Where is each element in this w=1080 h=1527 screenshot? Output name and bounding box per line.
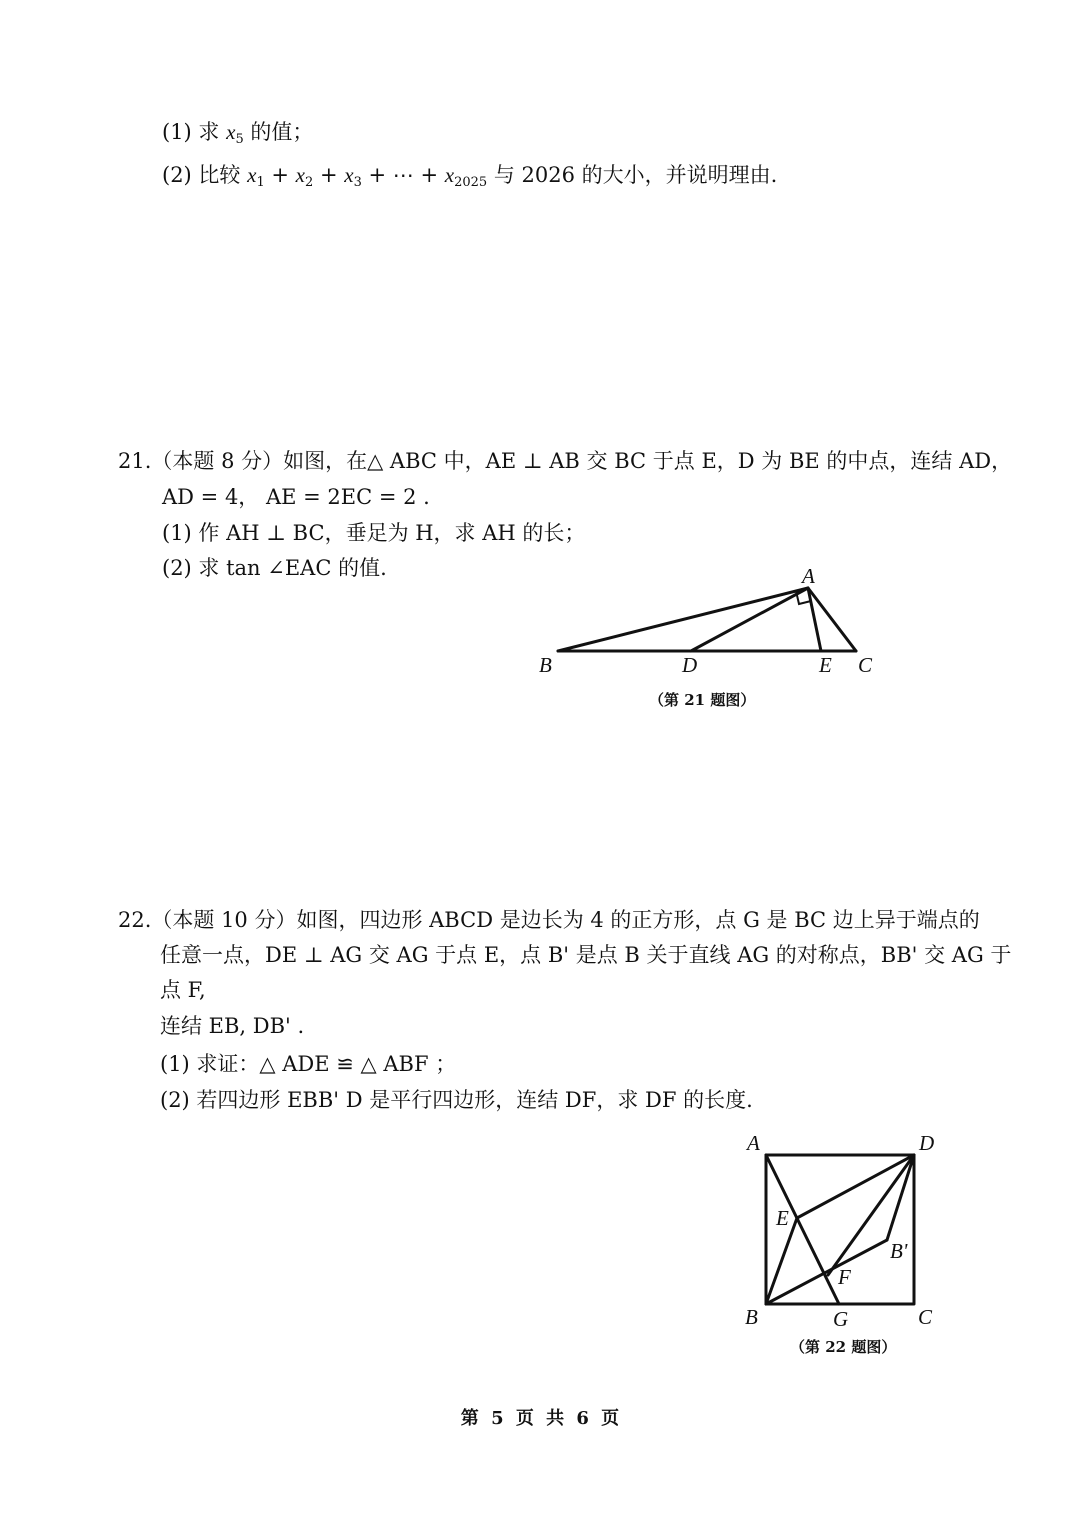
q22-label-B-prime: B'	[890, 1239, 908, 1263]
q20-op-1: +	[264, 163, 296, 187]
q20-part1-prefix: (1) 求	[162, 120, 227, 144]
q20-part2-prefix: (2) 比较	[162, 163, 248, 187]
q21-header: 21.（本题 8 分）如图，在△ ABC 中，AE ⊥ AB 交 BC 于点 E，D 为 BE 的中点，连结 AD，	[118, 449, 1013, 473]
q20-x-var: x	[247, 163, 257, 187]
q20-part2-suffix: 与 2026 的大小，并说明理由.	[487, 163, 778, 187]
q21-label-C: C	[858, 653, 873, 677]
q21-part1: (1) 作 AH ⊥ BC，垂足为 H，求 AH 的长；	[162, 521, 586, 545]
q22-label-C: C	[918, 1305, 933, 1329]
q22-caption: （第 22 题图）	[790, 1338, 897, 1356]
q21-label-B: B	[539, 653, 552, 677]
q20-part1-var: x	[226, 120, 236, 144]
q21-label-D: D	[682, 653, 698, 677]
page-footer: 第 5 页 共 6 页	[460, 1408, 620, 1429]
q20-op-3: + ⋯ +	[361, 163, 445, 187]
q21-label-A: A	[802, 564, 815, 588]
q22-label-A: A	[747, 1131, 760, 1155]
q20-x-var: x	[295, 163, 305, 187]
q20-sub-2: 2	[305, 175, 314, 190]
q22-label-G: G	[833, 1307, 849, 1331]
q22-line2: 任意一点，DE ⊥ AG 交 AG 于点 E，点 B' 是点 B 关于直线 AG 的对称点，BB' 交 AG 于	[160, 943, 1012, 967]
q22-line4: 连结 EB, DB' .	[160, 1014, 305, 1038]
q22-label-D: D	[919, 1131, 935, 1155]
q21-line2: AD = 4， AE = 2EC = 2 .	[162, 485, 430, 509]
q22-part1: (1) 求证：△ ADE ≌ △ ABF ；	[160, 1052, 457, 1076]
q20-part1-sub: 5	[235, 132, 244, 147]
q22-line3: 点 F,	[160, 978, 206, 1002]
q20-op-2: +	[313, 163, 345, 187]
q20-part1-suffix: 的值；	[243, 120, 314, 144]
q22-header: 22.（本题 10 分）如图，四边形 ABCD 是边长为 4 的正方形，点 G 是 BC 边上异于端点的	[118, 908, 980, 932]
q21-part2: (2) 求 tan ∠EAC 的值.	[162, 556, 387, 580]
q21-label-E: E	[819, 653, 832, 677]
q20-sub-1: 1	[256, 175, 265, 190]
q22-label-E: E	[776, 1206, 789, 1230]
q22-part2: (2) 若四边形 EBB' D 是平行四边形，连结 DF，求 DF 的长度.	[160, 1088, 753, 1112]
q22-label-F: F	[838, 1265, 851, 1289]
q22-label-B: B	[745, 1305, 758, 1329]
q20-x-var: x	[444, 163, 455, 187]
q20-sub-2025: 2025	[454, 175, 488, 190]
q20-sub-3: 3	[353, 175, 362, 190]
q20-x-var: x	[344, 163, 354, 187]
q21-caption: （第 21 题图）	[649, 691, 756, 709]
